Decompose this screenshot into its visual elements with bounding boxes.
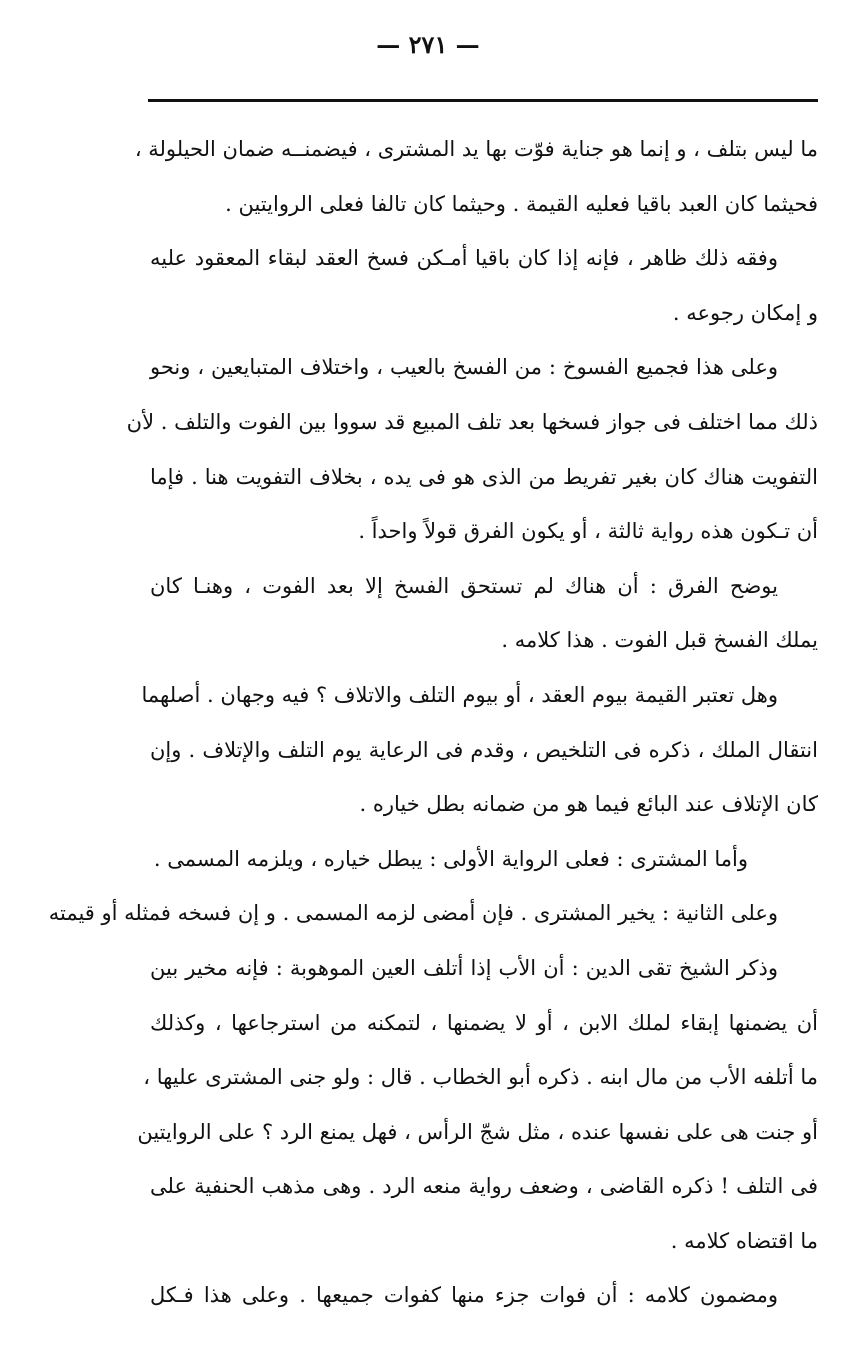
text-line: فحيثما كان العبد باقيا فعليه القيمة . وحيثما كان تالفا فعلى الروايتين . <box>225 191 818 216</box>
page-number: — ٢٧١ — <box>376 30 480 59</box>
text-line: وعلى الثانية : يخير المشترى . فإن أمضى لزمه المسمى . و إن فسخه فمثله أو قيمته <box>48 901 778 926</box>
text-line: وعلى هذا فجميع الفسوخ : من الفسخ بالعيب ، واختلاف المتبايعين ، ونحو <box>150 355 778 380</box>
text-line: ما اقتضاه كلامه . <box>670 1228 818 1253</box>
text-line: وفقه ذلك ظاهر ، فإنه إذا كان باقيا أمـكن فسخ العقد لبقاء المعقود عليه <box>150 246 778 271</box>
text-line: يوضح الفرق : أن هناك لم تستحق الفسخ إلا بعد الفوت ، وهنـا كان <box>150 573 778 598</box>
text-line: أن تـكون هذه رواية ثالثة ، أو يكون الفرق قولاً واحداً . <box>358 519 818 544</box>
header-rule <box>148 99 818 102</box>
text-line: أو جنت هى على نفسها عنده ، مثل شجّ الرأس ، فهل يمنع الرد ؟ على الروايتين <box>137 1119 818 1144</box>
text-line: ما أتلفه الأب من مال ابنه . ذكره أبو الخطاب . قال : ولو جنى المشترى عليها ، <box>143 1065 818 1090</box>
text-line: أن يضمنها إبقاء لملك الابن ، أو لا يضمنها ، لتمكنه من استرجاعها ، وكذلك <box>150 1010 818 1035</box>
text-line: وذكر الشيخ تقى الدين : أن الأب إذا أتلف العين الموهوبة : فإنه مخير بين <box>150 955 778 980</box>
text-line: ومضمون كلامه : أن فوات جزء منها كفوات جميعها . وعلى هذا فـكل <box>150 1283 778 1308</box>
text-line: التفويت هناك كان بغير تفريط من الذى هو فى يده ، بخلاف التفويت هنا . فإما <box>150 464 818 489</box>
body-text <box>48 122 818 1323</box>
text-line: انتقال الملك ، ذكره فى التلخيص ، وقدم فى الرعاية يوم التلف والإتلاف . وإن <box>150 737 818 762</box>
text-line: ذلك مما اختلف فى جواز فسخها بعد تلف المبيع قد سووا بين الفوت والتلف . لأن <box>126 409 818 434</box>
text-line: يملك الفسخ قبل الفوت . هذا كلامه . <box>501 628 818 653</box>
text-line: فى التلف ! ذكره القاضى ، وضعف رواية منعه الرد . وهى مذهب الحنفية على <box>150 1174 818 1199</box>
text-line: ما ليس بتلف ، و إنما هو جناية فوّت بها يد المشترى ، فيضمنــه ضمان الحيلولة ، <box>134 137 818 161</box>
text-line: وهل تعتبر القيمة بيوم العقد ، أو بيوم التلف والاتلاف ؟ فيه وجهان . أصلهما <box>141 682 778 707</box>
text-line: و إمكان رجوعه . <box>672 300 818 325</box>
text-line: وأما المشترى : فعلى الرواية الأولى : يبطل خياره ، ويلزمه المسمى . <box>153 846 748 871</box>
text-line: كان الإتلاف عند البائع فيما هو من ضمانه بطل خياره . <box>359 792 818 817</box>
